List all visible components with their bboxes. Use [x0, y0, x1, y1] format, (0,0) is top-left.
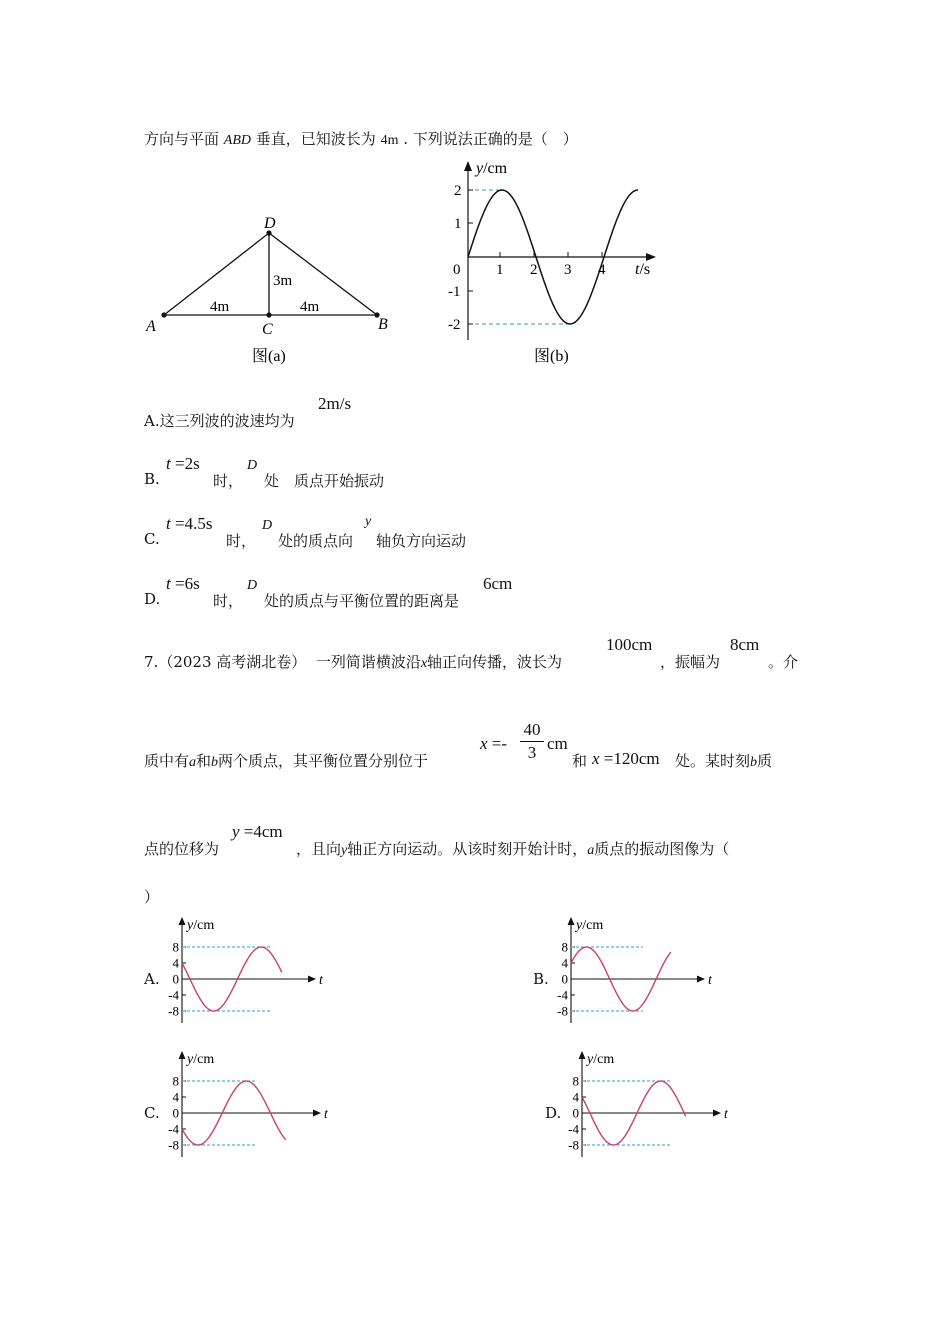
graph-tick-label: 8	[172, 939, 179, 955]
label-a: A	[146, 318, 156, 335]
graph-tick-label: -8	[168, 1003, 179, 1019]
intro-line: 方向与平面 ABD 垂直，已知波长为 4m . 下列说法正确的是（ ）	[144, 130, 578, 148]
svg-text:y/cm: y/cm	[476, 160, 508, 177]
graph-tick-label: 4	[172, 955, 179, 971]
option-7b[interactable]: B.	[533, 970, 549, 988]
graph-b	[551, 912, 721, 1032]
option-7d[interactable]: D.	[545, 1104, 562, 1122]
graph-y-label: y/cm	[576, 918, 604, 933]
q7-line1: 7.（2023 高考湖北卷） 一列简谐横波沿x轴正向传播，波长为	[144, 653, 563, 671]
xtick-1: 1	[496, 262, 504, 278]
svg-text:t/s: t/s	[635, 261, 651, 278]
graph-tick-label: 4	[172, 1089, 179, 1105]
graph-tick-label: -8	[557, 1003, 568, 1019]
label-b: B	[378, 316, 388, 333]
graph-d	[562, 1046, 737, 1168]
option-7c[interactable]: C.	[144, 1104, 160, 1122]
graph-tick-label: 4	[561, 955, 568, 971]
option-6c[interactable]: C.	[144, 530, 160, 548]
option-6a[interactable]: A.这三列波的波速均为	[144, 412, 295, 430]
graph-tick-label: 4	[572, 1089, 579, 1105]
graph-c	[162, 1046, 337, 1168]
len-cb: 4m	[300, 299, 320, 315]
label-c: C	[262, 321, 273, 338]
graph-tick-label: -4	[168, 1121, 179, 1137]
q7-line4: ）	[144, 888, 160, 906]
graph-tick-label: 8	[572, 1073, 579, 1089]
graph-tick-label: 0	[172, 1105, 179, 1121]
xtick-4: 4	[598, 262, 606, 278]
option-6d[interactable]: D.	[144, 590, 161, 608]
option-6b[interactable]: B.	[144, 470, 160, 488]
ytick-1: 1	[454, 216, 462, 232]
q7-line2: 质中有a和b两个质点，其平衡位置分别位于	[144, 752, 429, 770]
graph-a	[162, 912, 332, 1032]
graph-t-label: t	[324, 1107, 328, 1122]
graph-t-label: t	[319, 973, 323, 988]
graph-y-label: y/cm	[587, 1052, 615, 1067]
graph-y-label: y/cm	[187, 918, 215, 933]
graph-tick-label: -8	[568, 1137, 579, 1153]
graph-tick-label: 0	[572, 1105, 579, 1121]
figure-a-triangle	[140, 205, 400, 375]
graph-tick-label: 0	[172, 971, 179, 987]
ytick-2: 2	[454, 183, 462, 199]
graph-tick-label: -4	[557, 987, 568, 1003]
ytick-neg2: -2	[448, 317, 461, 333]
graph-t-label: t	[724, 1107, 728, 1122]
xtick-0: 0	[453, 262, 461, 278]
graph-tick-label: -4	[168, 987, 179, 1003]
fraction-40-3: 40 3	[520, 720, 544, 763]
graph-tick-label: -4	[568, 1121, 579, 1137]
graph-tick-label: 8	[172, 1073, 179, 1089]
graph-tick-label: -8	[168, 1137, 179, 1153]
graph-tick-label: 0	[561, 971, 568, 987]
caption-b: 图(b)	[534, 348, 569, 365]
xtick-2: 2	[530, 262, 538, 278]
option-7a[interactable]: A.	[144, 970, 160, 988]
ytick-neg1: -1	[448, 284, 461, 300]
graph-tick-label: 8	[561, 939, 568, 955]
q7-line3: 点的位移为	[144, 840, 220, 858]
len-cd: 3m	[273, 273, 293, 289]
label-d: D	[264, 215, 276, 232]
graph-t-label: t	[708, 973, 712, 988]
xtick-3: 3	[564, 262, 572, 278]
figure-b-graph	[438, 155, 668, 375]
caption-a: 图(a)	[252, 348, 286, 365]
graph-y-label: y/cm	[187, 1052, 215, 1067]
len-ac: 4m	[210, 299, 230, 315]
option-6a-value: 2m/s	[318, 394, 352, 413]
